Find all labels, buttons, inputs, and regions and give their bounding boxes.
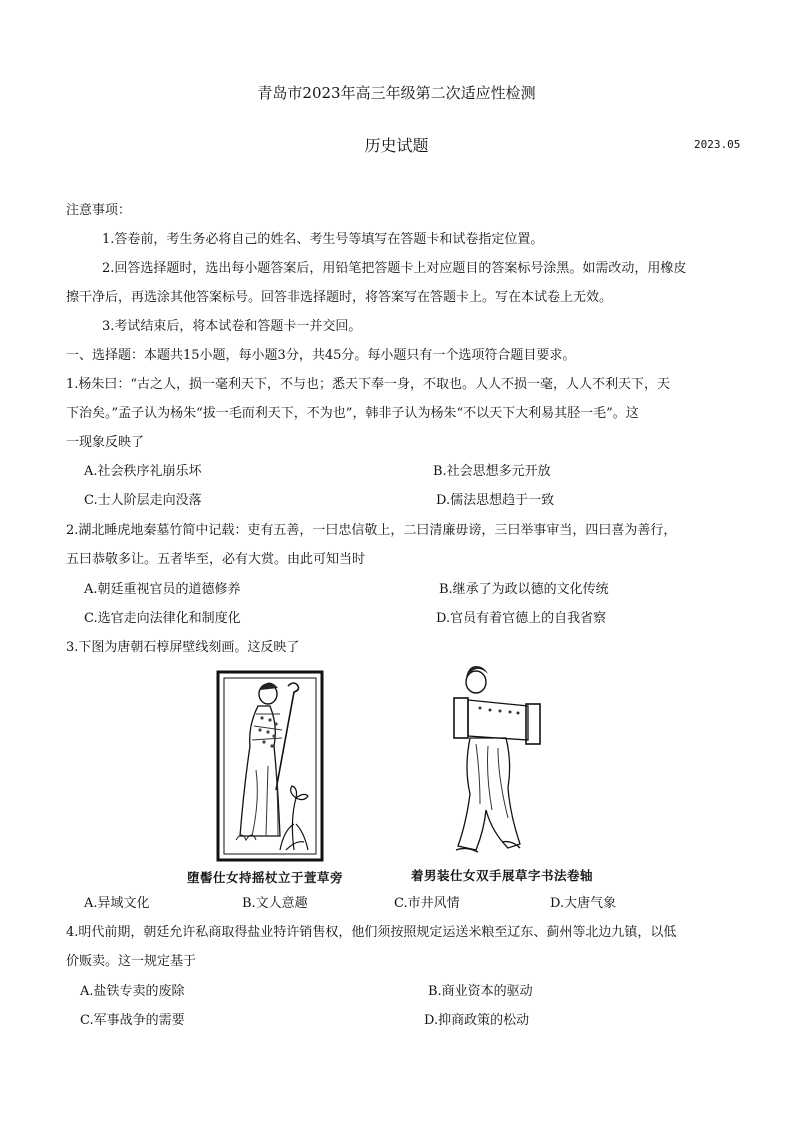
question-1-option-a: A.社会秩序礼崩乐坏 (84, 464, 202, 479)
question-1-line-2: 下治矣。”孟子认为杨朱“拔一毛而利天下，不为也”，韩非子认为杨朱“不以天下大利易其胫一毛”。这 (66, 406, 639, 421)
question-3-option-c: C.市井风情 (394, 896, 460, 911)
question-3-option-d: D.大唐气象 (550, 896, 617, 911)
question-2-line-2: 五曰恭敬多让。五者毕至，必有大赏。由此可知当时 (66, 552, 366, 567)
question-2-option-a: A.朝廷重视官员的道德修养 (84, 582, 241, 597)
notice-item-2-line-2: 擦干净后，再选涂其他答案标号。回答非选择题时，将答案写在答题卡上。写在本试卷上无效。 (66, 290, 613, 305)
section-heading: 一、选择题：本题共15小题，每小题3分，共45分。每小题只有一个选项符合题目要求。 (66, 348, 576, 363)
question-4-line-2: 价贩卖。这一规定基于 (66, 954, 197, 969)
question-1-line-3: 一现象反映了 (66, 435, 145, 450)
question-1-line-1: 1.杨朱曰：“古之人，损一毫利天下，不与也；悉天下奉一身，不取也。人人不损一毫，人人不利天下，天 (66, 377, 671, 392)
question-1-option-d: D.儒法思想趋于一致 (436, 493, 555, 508)
figure-right-caption: 着男装仕女双手展草字书法卷轴 (411, 868, 594, 883)
question-2-line-1: 2.湖北睡虎地秦墓竹简中记载：吏有五善，一曰忠信敬上，二曰清廉毋谤，三曰举事审当，四曰喜为善行， (66, 523, 677, 538)
question-3-line-1: 3.下图为唐朝石椁屏壁线刻画。这反映了 (66, 640, 300, 655)
question-1-option-c: C.士人阶层走向没落 (84, 493, 202, 508)
question-2-option-d: D.官员有着官德上的自我省察 (436, 611, 607, 626)
page-title: 青岛市2023年高三年级第二次适应性检测 (257, 84, 536, 102)
notice-item-2-line-1: 2.回答选择题时，选出每小题答案后，用铅笔把答题卡上对应题目的答案标号涂黑。如需改动，用橡皮 (102, 261, 687, 276)
question-4-option-c: C.军事战争的需要 (80, 1013, 185, 1028)
question-3-option-b: B.文人意趣 (242, 896, 308, 911)
question-2-option-b: B.继承了为政以德的文化传统 (439, 582, 609, 597)
question-1-option-b: B.社会思想多元开放 (433, 464, 551, 479)
question-4-option-a: A.盐铁专卖的废除 (80, 984, 185, 999)
question-4-option-b: B.商业资本的驱动 (428, 984, 533, 999)
exam-date: 2023.05 (694, 138, 741, 151)
woman-with-staff-figure-icon (216, 670, 324, 862)
question-4-option-d: D.抑商政策的松动 (424, 1013, 530, 1028)
question-2-option-c: C.选官走向法律化和制度化 (84, 611, 241, 626)
notice-item-3: 3.考试结束后，将本试卷和答题卡一并交回。 (102, 319, 362, 334)
notice-heading: 注意事项： (66, 203, 132, 218)
woman-with-scroll-figure-icon (426, 664, 558, 856)
exam-subject: 历史试题 (364, 136, 429, 155)
notice-item-1: 1.答卷前，考生务必将自己的姓名、考生号等填写在答题卡和试卷指定位置。 (102, 232, 544, 247)
question-3-option-a: A.异域文化 (84, 896, 150, 911)
question-4-line-1: 4.明代前期，朝廷允许私商取得盐业特许销售权，他们须按照规定运送米粮至辽东、蓟州等北边九镇，以低 (66, 925, 677, 940)
figure-left-caption: 堕髻仕女持摇杖立于萱草旁 (187, 870, 344, 885)
